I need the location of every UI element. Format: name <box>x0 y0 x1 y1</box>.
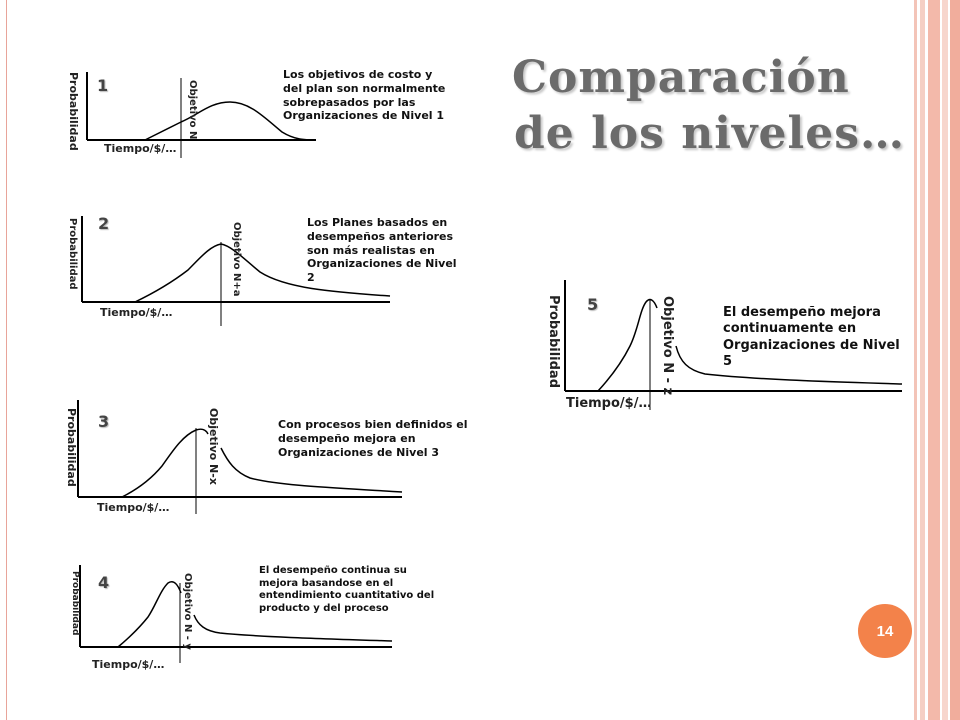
level-3-x-axis-label: Tiempo/$/… <box>97 501 170 514</box>
level-3-diagram <box>60 400 480 525</box>
level-4-y-axis-label: Probabilidad <box>70 571 80 636</box>
left-border-line <box>6 0 7 720</box>
level-3-target-label: Objetivo N-x <box>207 408 220 485</box>
level-4-x-axis-label: Tiempo/$/… <box>92 658 165 671</box>
slide-title <box>512 50 932 162</box>
page-number-badge: 14 <box>858 604 912 658</box>
level-2-target-label: Objetivo N+a <box>231 222 242 297</box>
level-3-description: Con procesos bien definidos el desempeño mejora en Organizaciones de Nivel 3 <box>278 418 468 459</box>
level-2-diagram <box>60 210 480 330</box>
level-5-target-label: Objetivo N - z <box>660 296 675 396</box>
level-1-y-axis-label: Probabilidad <box>67 72 80 151</box>
level-1-target-label: Objetivo N <box>187 80 198 140</box>
level-5-description: El desempeño mejora continuamente en Organizaciones de Nivel 5 <box>723 305 900 369</box>
level-1-diagram <box>60 60 480 170</box>
level-2-number: 2 <box>98 214 110 233</box>
level-4-target-label: Objetivo N - y <box>182 573 193 650</box>
title-line-2: de los niveles… <box>514 108 905 159</box>
level-1-description: Los objetivos de costo y del plan son normalmente sobrepasados por las Organizaciones de Nivel 1 <box>283 68 446 123</box>
level-5-x-axis-label: Tiempo/$/… <box>566 396 652 411</box>
level-5-number: 5 <box>587 295 599 314</box>
level-1-x-axis-label: Tiempo/$/… <box>104 142 177 155</box>
level-2-x-axis-label: Tiempo/$/… <box>100 306 173 319</box>
level-5-y-axis-label: Probabilidad <box>546 295 561 389</box>
level-3-number: 3 <box>98 412 110 431</box>
level-2-description: Los Planes basados en desempeños anteriores son más realistas en Organizaciones de Nivel 2 <box>307 216 457 284</box>
level-2-y-axis-label: Probabilidad <box>67 218 78 290</box>
level-4-diagram <box>60 565 480 675</box>
level-5-diagram <box>540 270 920 415</box>
level-3-y-axis-label: Probabilidad <box>65 408 78 487</box>
title-line-1: Comparación <box>512 52 850 103</box>
level-1-number: 1 <box>97 76 109 95</box>
level-4-description: El desempeño continua su mejora basandose en el entendimiento cuantitativo del producto y del proceso <box>259 565 435 614</box>
level-4-number: 4 <box>98 573 110 592</box>
